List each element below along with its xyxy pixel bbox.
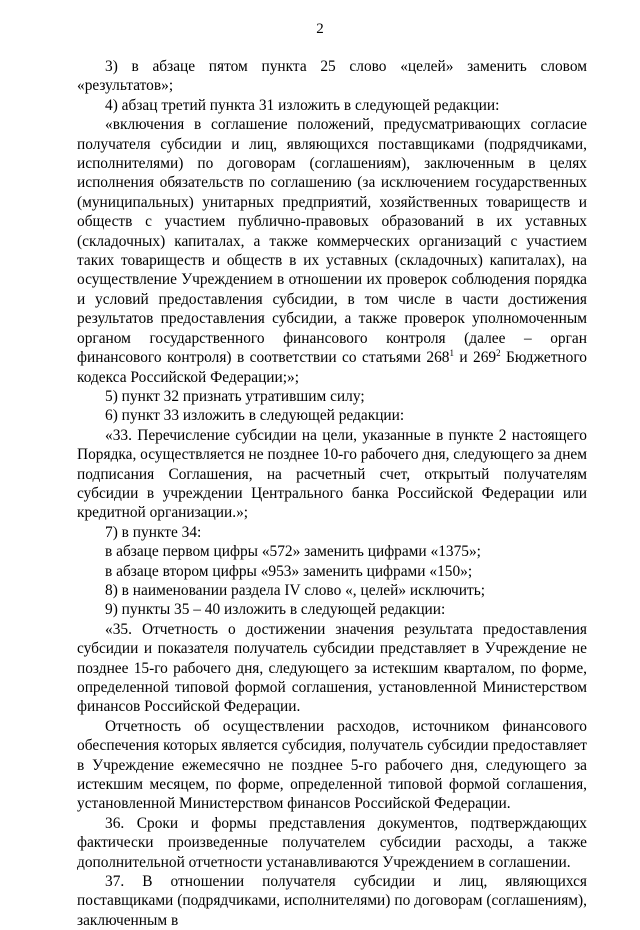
paragraph-item-7: 7) в пункте 34: xyxy=(105,523,202,541)
document-body xyxy=(77,57,587,930)
paragraph-item-9: 9) пункты 35 – 40 изложить в следующей редакции: xyxy=(105,601,446,619)
paragraph-quote-31 xyxy=(77,115,587,387)
paragraph-36: 36. Сроки и формы представления документов, подтверждающих фактически произведенные получателем субсидии расходы, а также дополнительной отчетности устанавливаются Учреждением в соглашении. xyxy=(77,814,587,871)
paragraph-item-7-b: в абзаце втором цифры «953» заменить цифрами «150»; xyxy=(105,562,473,580)
paragraph-quote-35: «35. Отчетность о достижении значения результата предоставления субсидии и показателя получатель субсидии представляет в Учреждение не позднее 15-го рабочего дня, следующего за истекшим кварталом, по форме, определенной типовой формой соглашения, установленной Министерством финансов Российской Федерации. xyxy=(77,620,587,716)
paragraph-quote-33: «33. Перечисление субсидии на цели, указанные в пункте 2 настоящего Порядка, осуществляется не позднее 10-го рабочего дня, следующего за днем подписания Соглашения, на расчетный счет, открытый получателям субсидии в учреждении Центрального банка Российской Федерации или кредитной организации.»; xyxy=(77,426,588,522)
superscript-1: 1 xyxy=(449,348,454,359)
paragraph-item-7-a: в абзаце первом цифры «572» заменить цифрами «1375»; xyxy=(105,543,481,561)
paragraph-item-5: 5) пункт 32 признать утратившим силу; xyxy=(105,387,365,405)
paragraph-reporting: Отчетность об осуществлении расходов, источником финансового обеспечения которых является субсидия, получатель субсидии предоставляет в Учреждение ежемесячно не позднее 5-го рабочего дня, следующего за истекшим месяцем, по форме, определенной типовой формой соглашения, установленной Министерством финансов Российской Федерации. xyxy=(77,717,587,813)
paragraph-item-3: 3) в абзаце пятом пункта 25 слово «целей» заменить словом «результатов»; xyxy=(77,58,587,95)
paragraph-item-4: 4) абзац третий пункта 31 изложить в следующей редакции: xyxy=(105,96,500,114)
paragraph-quote-31-text: «включения в соглашение положений, предусматривающих согласие получателя субсидии и лиц, являющихся поставщиками (подрядчиками, исполнителями) по договорам (соглашениям), заключенным в целях исполнения обязательств по соглашению (за исключением государственных (муниципальных) унитарных предприятий, хозяйственных товариществ и обществ с участием публично-правовых образований в их уставных (складочных) капиталах, а также коммерческих организаций с участием таких товариществ и обществ в их уставных (складочных) капиталах), на осуществление Учреждением в отношении их проверок соблюдения порядка и условий предоставления субсидии, в том числе в части достижения результатов предоставления субсидии, а также проверок уполномоченным органом государственного финансового контроля (далее – орган финансового контроля) в соответствии со статьями 268 xyxy=(77,116,587,367)
page-number: 2 xyxy=(316,21,324,37)
paragraph-37: 37. В отношении получателя субсидии и лиц, являющихся поставщиками (подрядчиками, исполнителями) по договорам (соглашениям), заключенным в xyxy=(77,873,587,929)
paragraph-quote-31-end: Бюджетного кодекса Российской Федерации;»; xyxy=(77,349,587,386)
superscript-2: 2 xyxy=(496,348,501,359)
paragraph-item-6: 6) пункт 33 изложить в следующей редакции: xyxy=(105,407,405,425)
paragraph-quote-31-mid: и 269 xyxy=(453,349,497,367)
paragraph-item-8: 8) в наименовании раздела IV слово «, целей» исключить; xyxy=(105,581,485,599)
